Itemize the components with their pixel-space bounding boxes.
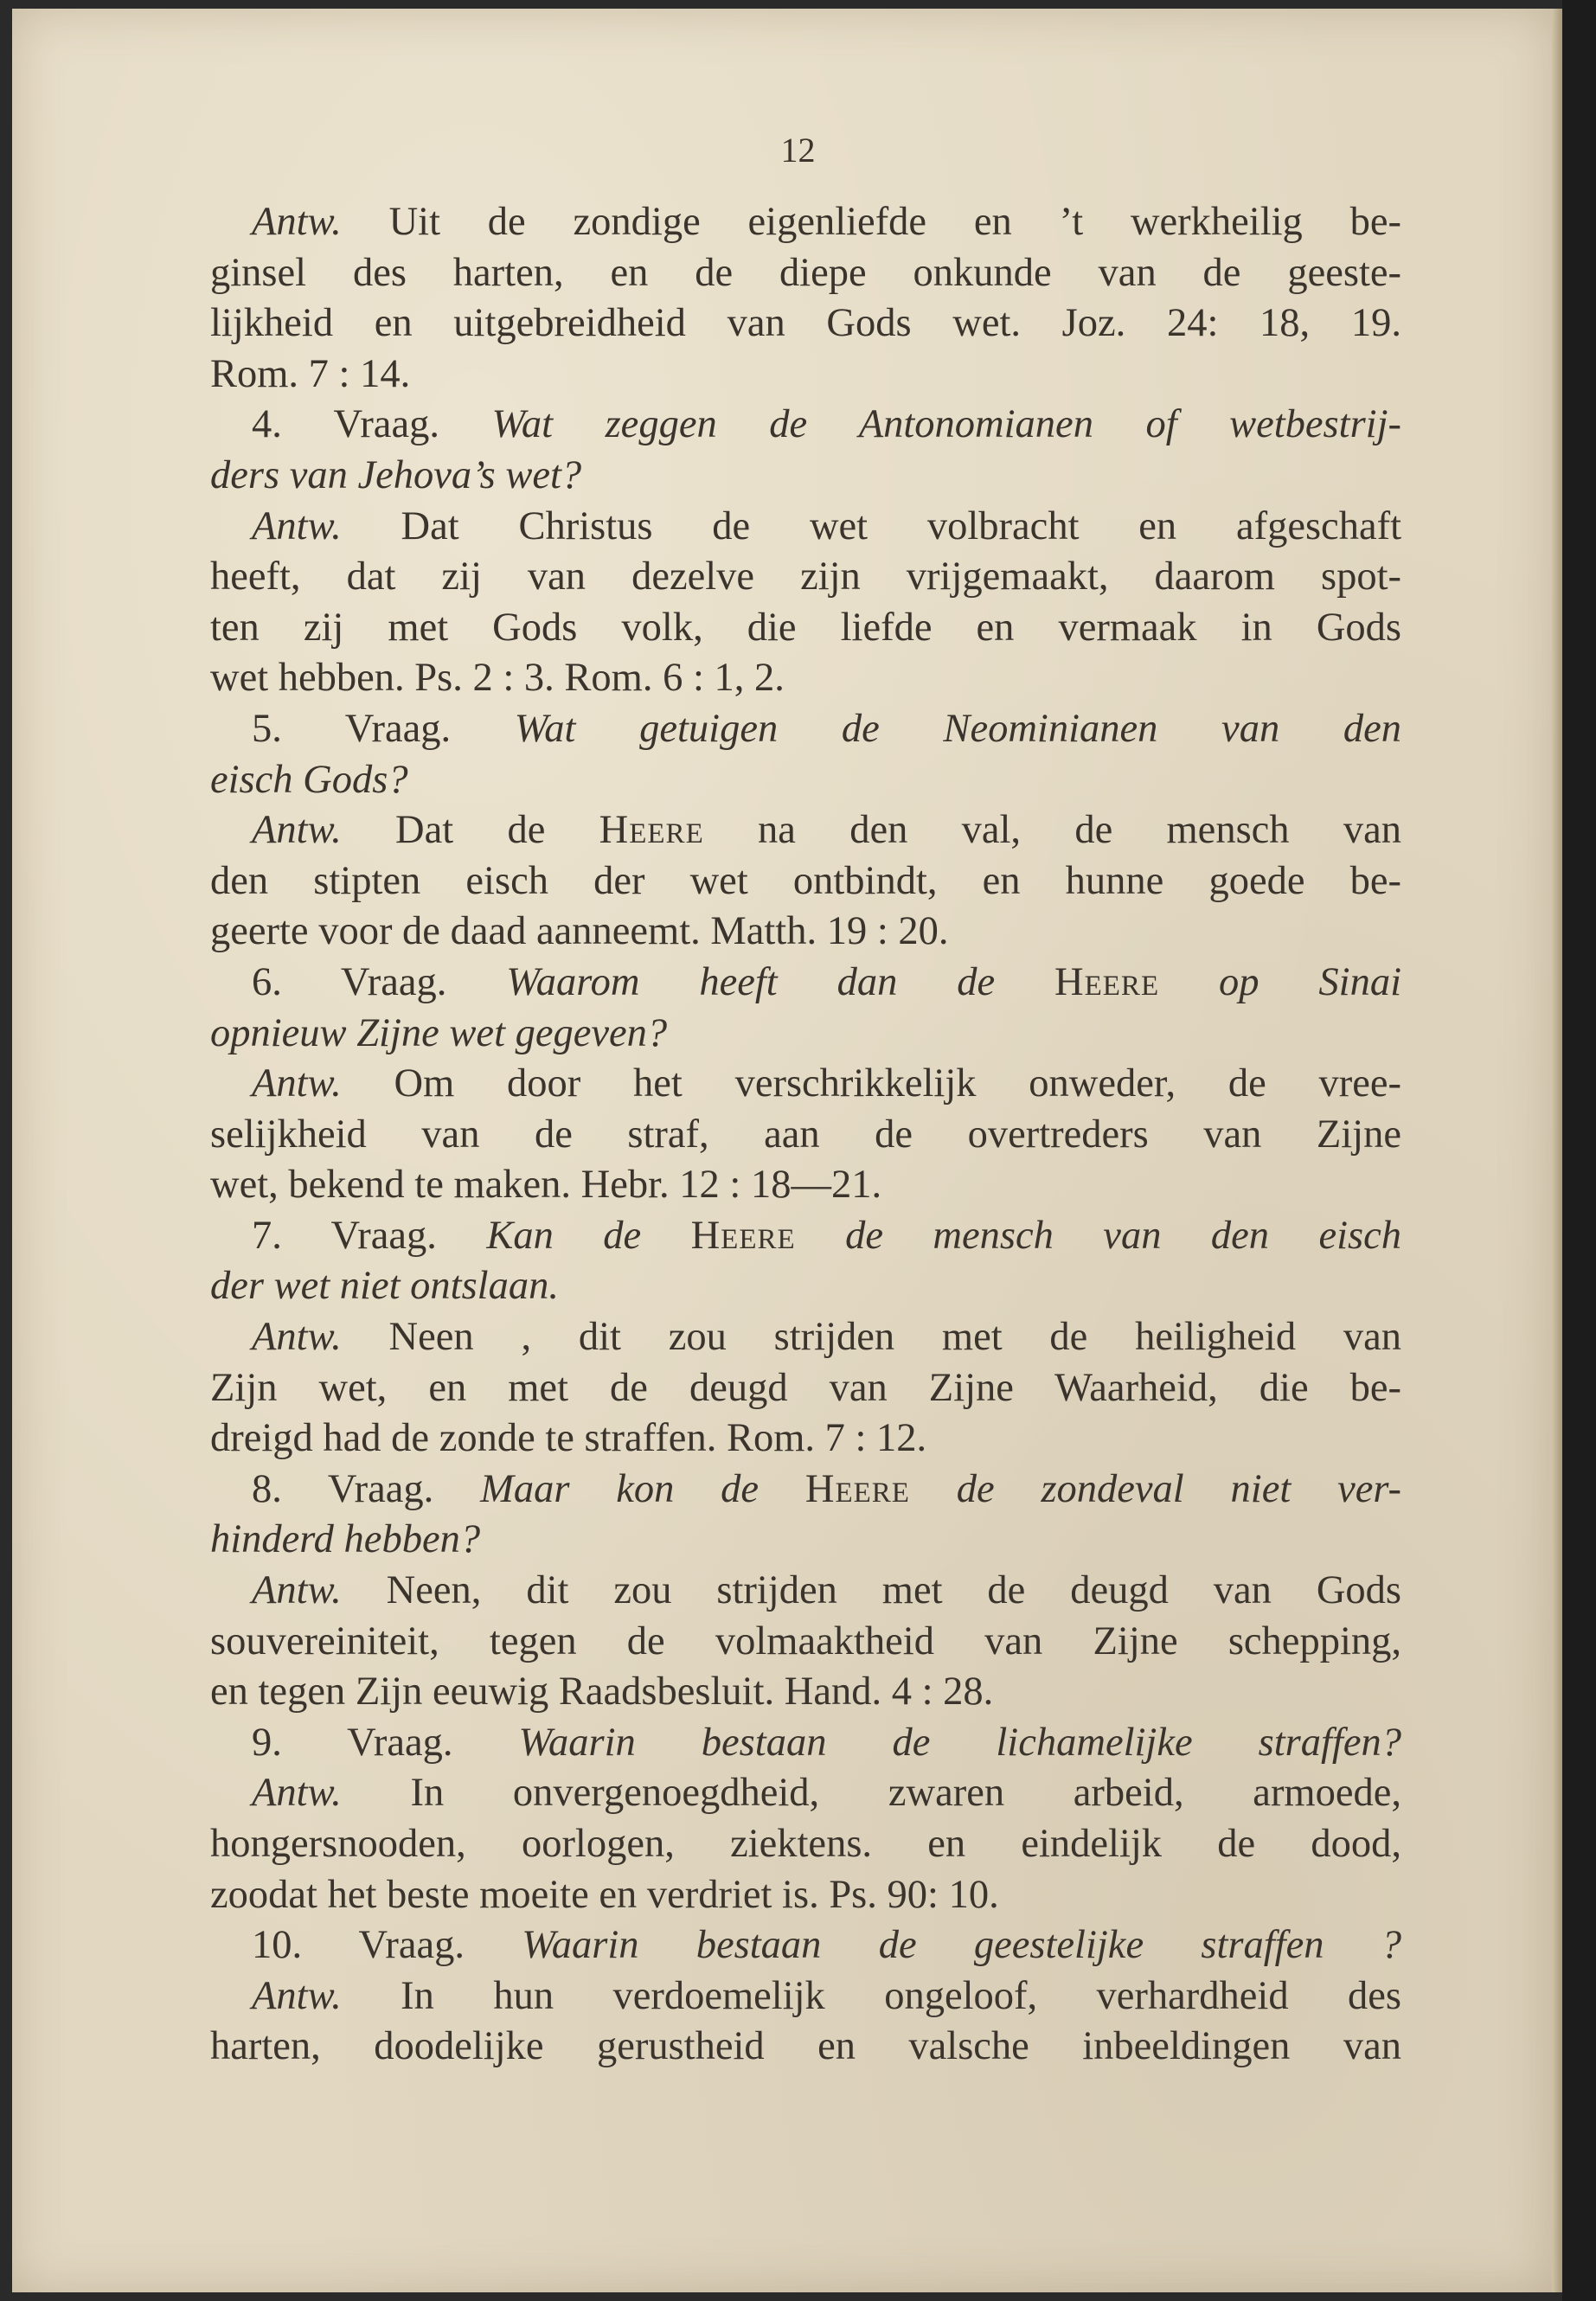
body-text [210,197,1401,2073]
text-line [210,1920,1401,1971]
text-line [210,653,1401,704]
text-segment: ten zij met Gods volk, die liefde en vermaak in Gods [210,605,1401,650]
text-segment: eisch Gods? [210,757,408,802]
text-segment: wet, bekend te maken. Hebr. 12 : 18—21. [210,1163,882,1208]
text-segment: 8. Vraag. [252,1466,481,1511]
text-line [210,907,1401,958]
text-segment: Om door het verschrikkelijk onweder, de vree- [341,1061,1401,1106]
text-line [210,1617,1401,1668]
text-segment: Antw. [252,1061,342,1106]
text-line [210,1718,1401,1769]
text-segment: Rom. 7 : 14. [210,351,411,396]
text-line [210,1465,1401,1516]
text-segment: Waarin bestaan de geestelijke straffen ? [522,1923,1401,1968]
text-line [210,1059,1401,1110]
text-segment: Heere [690,1213,796,1258]
text-segment: ginsel des harten, en de diepe onkunde van de geeste- [210,250,1401,295]
text-segment: opnieuw Zijne wet gegeven? [210,1010,668,1055]
text-segment: Kan de [486,1213,691,1258]
text-line [210,451,1401,502]
text-segment: Zijn wet, en met de deugd van Zijne Waarheid, die be- [210,1365,1401,1410]
text-line [210,1971,1401,2022]
text-segment: den stipten eisch der wet ontbindt, en hunne goede be- [210,858,1401,903]
text-segment: Dat de [341,808,599,853]
page-edge [1552,9,1562,2292]
text-line [210,197,1401,248]
text-line [210,856,1401,907]
text-segment: de zondeval niet ver- [909,1466,1401,1511]
text-line [210,1261,1401,1312]
text-line [210,552,1401,603]
text-line [210,2022,1401,2073]
text-line [210,1768,1401,1819]
text-segment: Neen , dit zou strijden met de heiligheid van [341,1315,1401,1360]
text-line [210,1211,1401,1262]
text-segment: Heere [1054,959,1160,1004]
text-segment: 5. Vraag. [252,706,515,751]
text-line [210,1870,1401,1921]
text-segment: Dat Christus de wet volbracht en afgeschaft [341,503,1401,548]
text-segment: 9. Vraag. [252,1720,519,1765]
text-segment: souvereiniteit, tegen de volmaaktheid van Zijne schepping, [210,1618,1401,1663]
text-line [210,298,1401,349]
text-segment: Wat getuigen de Neominianen van den [514,706,1401,751]
text-segment: 6. Vraag. [252,959,507,1004]
text-segment: na den val, de mensch van [703,808,1401,853]
text-line [210,755,1401,806]
text-segment: In onvergenoegdheid, zwaren arbeid, armoede, [341,1771,1401,1816]
text-segment: Antw. [252,1568,342,1613]
text-line [210,1160,1401,1211]
text-line [210,1819,1401,1870]
text-line [210,704,1401,755]
text-line [210,603,1401,654]
scan-background [1562,0,1596,2301]
text-line [210,1515,1401,1566]
text-segment: Antw. [252,1315,342,1360]
text-segment: en tegen Zijn eeuwig Raadsbesluit. Hand. 4 : 28. [210,1670,994,1715]
text-line [210,1110,1401,1161]
text-segment: dreigd had de zonde te straffen. Rom. 7 : 12. [210,1416,927,1461]
text-line [210,1667,1401,1718]
text-line [210,400,1401,451]
text-segment: Antw. [252,200,342,244]
text-segment: 10. Vraag. [252,1923,522,1968]
text-segment: op Sinai [1159,959,1401,1004]
text-segment: Antw. [252,1771,342,1816]
text-segment: Waarom heeft dan de [506,959,1055,1004]
text-segment: Antw. [252,503,342,548]
text-segment: selijkheid van de straf, aan de overtreders van Zijne [210,1112,1401,1157]
text-segment: ders van Jehova’s wet? [210,452,582,497]
text-segment: zoodat het beste moeite en verdriet is. Ps. 90: 10. [210,1872,999,1917]
text-segment: hinderd hebben? [210,1517,481,1562]
text-line [210,805,1401,856]
text-segment: In hun verdoemelijk ongeloof, verhardheid des [341,1973,1401,2018]
text-line [210,1312,1401,1363]
text-segment: Antw. [252,1973,342,2018]
text-segment: Antw. [252,808,342,853]
text-segment: heeft, dat zij van dezelve zijn vrijgemaakt, daarom spot- [210,554,1401,599]
text-segment: Heere [804,1466,910,1511]
text-segment: lijkheid en uitgebreidheid van Gods wet. Joz. 24: 18, 19. [210,301,1401,346]
text-line [210,1009,1401,1060]
text-segment: de mensch van den eisch [795,1213,1401,1258]
text-line [210,349,1401,401]
text-line [210,1363,1401,1414]
text-segment: Maar kon de [480,1466,805,1511]
text-segment: Waarin bestaan de lichamelijke straffen? [518,1720,1401,1765]
page-number: 12 [780,131,816,170]
text-segment: Uit de zondige eigenliefde en ’t werkheilig be- [341,200,1401,244]
text-segment: 4. Vraag. [252,402,492,447]
text-segment: harten, doodelijke gerustheid en valsche inbeeldingen van [210,2024,1401,2069]
text-segment: Neen, dit zou strijden met de deugd van Gods [341,1568,1401,1613]
text-line [210,1413,1401,1465]
text-segment: Wat zeggen de Antonomianen of wetbestrij- [491,402,1401,447]
text-segment: 7. Vraag. [252,1213,487,1258]
text-segment: Heere [599,808,704,853]
text-segment: geerte voor de daad aanneemt. Matth. 19 : 20. [210,909,949,954]
text-line [210,502,1401,553]
text-line [210,958,1401,1009]
text-segment: der wet niet ontslaan. [210,1264,559,1309]
text-line [210,1566,1401,1617]
text-segment: wet hebben. Ps. 2 : 3. Rom. 6 : 1, 2. [210,656,785,701]
text-line [210,248,1401,299]
text-segment: hongersnooden, oorlogen, ziektens. en eindelijk de dood, [210,1822,1401,1866]
